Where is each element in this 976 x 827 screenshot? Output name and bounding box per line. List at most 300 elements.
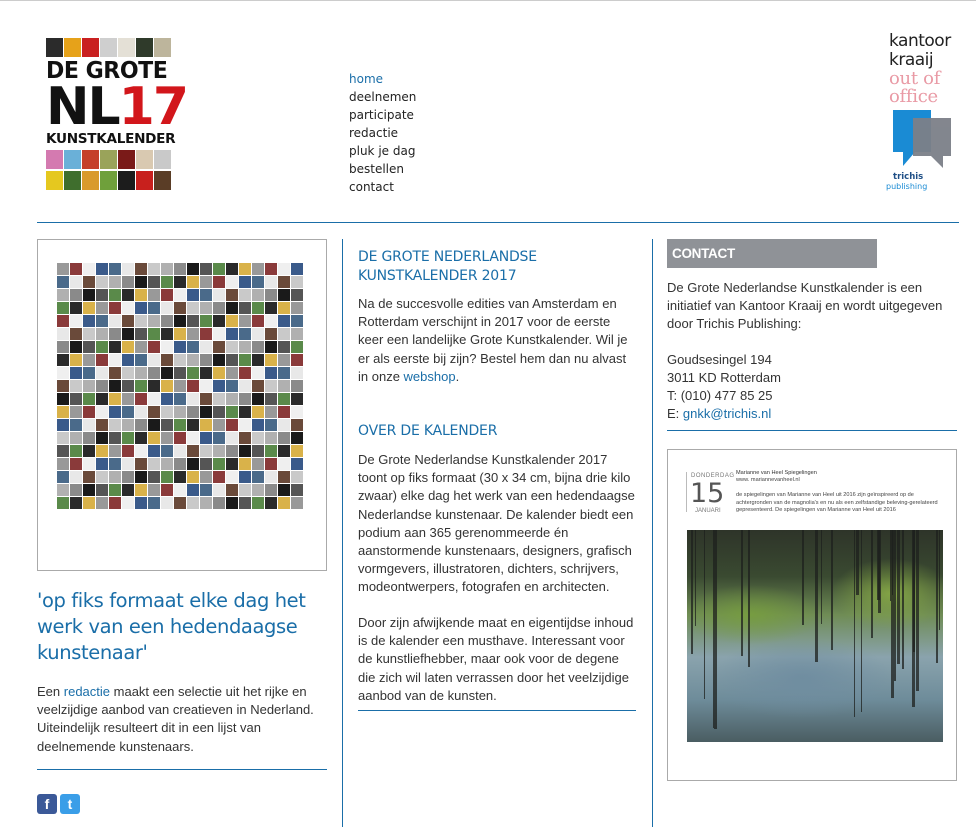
calendar-thumbnail <box>83 276 95 288</box>
calendar-thumbnail <box>265 458 277 470</box>
painting-stroke <box>936 530 938 663</box>
calendar-thumbnail <box>187 328 199 340</box>
calendar-thumbnail <box>239 328 251 340</box>
calendar-thumbnail <box>109 354 121 366</box>
calendar-thumbnail <box>226 367 238 379</box>
day-artist: Marianne van Heel Spiegelingen <box>736 470 817 476</box>
column-divider-left <box>342 239 343 827</box>
calendar-thumbnail <box>200 393 212 405</box>
calendar-thumbnail <box>174 445 186 457</box>
calendar-thumbnail <box>161 471 173 483</box>
calendar-thumbnail <box>213 432 225 444</box>
calendar-thumbnail <box>252 315 264 327</box>
calendar-thumbnail <box>135 315 147 327</box>
header-divider <box>37 222 959 223</box>
calendar-thumbnail <box>213 484 225 496</box>
calendar-thumbnail <box>135 432 147 444</box>
calendar-thumbnail <box>148 445 160 457</box>
redactie-link[interactable]: redactie <box>63 684 111 699</box>
calendar-thumbnail <box>57 263 69 275</box>
calendar-thumbnail <box>291 406 303 418</box>
calendar-thumbnail <box>96 458 108 470</box>
calendar-thumbnail <box>226 263 238 275</box>
calendar-thumbnail <box>213 367 225 379</box>
calendar-thumbnail <box>239 432 251 444</box>
email-link[interactable]: gnkk@trichis.nl <box>682 406 772 421</box>
painting-stroke <box>894 530 896 681</box>
calendar-thumbnail <box>57 406 69 418</box>
calendar-thumbnail <box>70 497 82 509</box>
calendar-thumbnail <box>135 458 147 470</box>
calendar-thumbnail <box>226 432 238 444</box>
calendar-thumbnail <box>135 445 147 457</box>
address-city: 3011 KD Rotterdam <box>667 370 781 385</box>
calendar-thumbnail <box>200 497 212 509</box>
nav-home[interactable]: home <box>349 72 384 86</box>
calendar-thumbnail <box>57 315 69 327</box>
calendar-thumbnail <box>70 263 82 275</box>
calendar-thumbnail <box>252 471 264 483</box>
calendar-thumbnail <box>265 315 277 327</box>
calendar-thumbnail <box>96 497 108 509</box>
calendar-thumbnail <box>70 406 82 418</box>
calendar-thumbnail <box>96 263 108 275</box>
calendar-thumbnail <box>252 432 264 444</box>
calendar-thumbnail <box>122 302 134 314</box>
calendar-thumbnail <box>187 341 199 353</box>
calendar-thumbnail <box>161 302 173 314</box>
calendar-thumbnail <box>213 419 225 431</box>
calendar-thumbnail <box>148 380 160 392</box>
calendar-thumbnail <box>239 354 251 366</box>
site-logo[interactable] <box>46 38 188 190</box>
calendar-thumbnail <box>57 289 69 301</box>
calendar-thumbnail <box>252 263 264 275</box>
calendar-thumbnail <box>213 263 225 275</box>
calendar-thumbnail <box>265 380 277 392</box>
calendar-thumbnail <box>278 380 290 392</box>
calendar-thumbnail <box>252 445 264 457</box>
calendar-thumbnail <box>291 445 303 457</box>
calendar-thumbnail <box>83 484 95 496</box>
tagline-quote: 'op fiks formaat elke dag het werk van een hedendaagse kunstenaar' <box>37 589 306 664</box>
calendar-thumbnail <box>213 497 225 509</box>
calendar-thumbnail <box>278 484 290 496</box>
calendar-thumbnail <box>187 393 199 405</box>
nav-contact[interactable]: contact <box>349 180 394 194</box>
calendar-thumbnail <box>122 458 134 470</box>
calendar-thumbnail <box>57 341 69 353</box>
calendar-thumbnail <box>148 354 160 366</box>
calendar-thumbnail <box>239 263 251 275</box>
calendar-thumbnail <box>148 458 160 470</box>
calendar-thumbnail <box>278 276 290 288</box>
calendar-thumbnail <box>265 302 277 314</box>
calendar-thumbnail <box>96 419 108 431</box>
painting-stroke <box>821 530 822 624</box>
calendar-thumbnail <box>265 471 277 483</box>
calendar-thumbnail <box>96 367 108 379</box>
calendar-thumbnail <box>226 276 238 288</box>
calendar-thumbnail <box>226 289 238 301</box>
calendar-thumbnail <box>174 263 186 275</box>
calendar-thumbnail <box>70 328 82 340</box>
artwork-painting <box>687 530 943 742</box>
calendar-thumbnail <box>291 263 303 275</box>
calendar-thumbnail <box>122 354 134 366</box>
calendar-thumbnail <box>57 302 69 314</box>
calendar-thumbnail <box>200 276 212 288</box>
calendar-thumbnail <box>239 302 251 314</box>
calendar-thumbnail <box>109 289 121 301</box>
calendar-thumbnail <box>148 432 160 444</box>
calendar-thumbnail <box>83 380 95 392</box>
calendar-thumbnail <box>109 484 121 496</box>
day-description <box>736 470 946 514</box>
calendar-thumbnail <box>291 289 303 301</box>
calendar-thumbnail <box>161 341 173 353</box>
calendar-thumbnail <box>135 393 147 405</box>
calendar-thumbnail <box>161 315 173 327</box>
contact-intro: De Grote Nederlandse Kunstkalender is een initiatief van Kantoor Kraaij en wordt uitgegeven door Trichis Publishing: <box>667 280 943 332</box>
calendar-thumbnail <box>213 315 225 327</box>
calendar-thumbnail <box>96 289 108 301</box>
painting-stroke <box>714 530 717 729</box>
painting-stroke <box>815 530 818 662</box>
calendar-thumbnail <box>200 471 212 483</box>
nav-deelnemen[interactable]: deelnemen <box>349 90 417 104</box>
calendar-thumbnail <box>278 367 290 379</box>
right-divider <box>667 430 957 431</box>
calendar-thumbnail <box>226 471 238 483</box>
calendar-thumbnail <box>161 419 173 431</box>
calendar-thumbnail <box>278 302 290 314</box>
partner-logo[interactable] <box>886 31 969 192</box>
calendar-thumbnail <box>161 393 173 405</box>
calendar-thumbnail <box>161 354 173 366</box>
calendar-thumbnail <box>200 367 212 379</box>
intro-paragraph: Na de succesvolle edities van Amsterdam en Rotterdam verschijnt in 2017 voor de eerste keer een landelijke Grote Kunstkalender. Wil je er als eerste bij zijn? Bestel hem dan nu alvast in onze webshop. <box>358 296 628 384</box>
calendar-thumbnail <box>109 445 121 457</box>
calendar-thumbnail <box>122 393 134 405</box>
calendar-thumbnail <box>200 263 212 275</box>
calendar-thumbnail <box>70 471 82 483</box>
contact-header: CONTACT <box>667 239 877 268</box>
calendar-thumbnail <box>109 302 121 314</box>
logo-line-kunstkalender: KUNSTKALENDER <box>46 131 176 147</box>
calendar-thumbnail <box>187 380 199 392</box>
calendar-thumbnail <box>278 406 290 418</box>
calendar-thumbnail <box>187 263 199 275</box>
calendar-thumbnail <box>148 263 160 275</box>
calendar-thumbnail <box>122 445 134 457</box>
day-weekday: DONDERDAG <box>691 473 735 479</box>
calendar-thumbnail <box>148 289 160 301</box>
calendar-thumbnail <box>239 380 251 392</box>
calendar-thumbnail <box>252 276 264 288</box>
calendar-thumbnail <box>213 289 225 301</box>
calendar-thumbnail <box>265 328 277 340</box>
calendar-thumbnail <box>70 432 82 444</box>
calendar-thumbnail <box>200 354 212 366</box>
calendar-thumbnail <box>265 393 277 405</box>
painting-stroke <box>892 530 893 595</box>
calendar-thumbnail <box>239 341 251 353</box>
day-month: JANUARI <box>695 508 721 514</box>
calendar-thumbnail <box>135 484 147 496</box>
nav-bestellen[interactable]: bestellen <box>349 162 404 176</box>
calendar-thumbnail <box>135 380 147 392</box>
calendar-thumbnail <box>239 276 251 288</box>
column-divider-right <box>652 239 653 827</box>
calendar-thumbnail <box>96 315 108 327</box>
calendar-thumbnail <box>226 315 238 327</box>
calendar-thumbnail <box>291 354 303 366</box>
calendar-thumbnail <box>226 419 238 431</box>
calendar-thumbnail <box>278 445 290 457</box>
calendar-thumbnail <box>291 328 303 340</box>
painting-stroke <box>890 530 891 601</box>
calendar-thumbnail <box>109 341 121 353</box>
partner-kantoor: kantoor <box>889 31 951 51</box>
calendar-thumbnail <box>252 393 264 405</box>
painting-stroke <box>916 530 919 691</box>
calendar-thumbnail <box>122 276 134 288</box>
calendar-thumbnail <box>161 380 173 392</box>
calendar-thumbnail <box>252 497 264 509</box>
calendar-thumbnail <box>83 458 95 470</box>
calendar-thumbnail <box>96 445 108 457</box>
calendar-thumbnail <box>122 341 134 353</box>
calendar-thumbnail <box>291 302 303 314</box>
calendar-thumbnail <box>213 380 225 392</box>
facebook-icon[interactable]: f <box>37 794 57 814</box>
calendar-thumbnail <box>226 497 238 509</box>
painting-stroke <box>878 530 881 613</box>
calendar-thumbnail <box>200 484 212 496</box>
calendar-thumbnail <box>187 276 199 288</box>
calendar-thumbnail <box>96 276 108 288</box>
calendar-thumbnail <box>278 393 290 405</box>
calendar-thumbnail <box>57 354 69 366</box>
painting-stroke <box>691 530 693 654</box>
nav-pluk-je-dag[interactable]: pluk je dag <box>349 144 416 158</box>
calendar-thumbnail <box>57 276 69 288</box>
calendar-thumbnail <box>122 484 134 496</box>
main-nav <box>349 70 416 196</box>
calendar-thumbnail <box>109 263 121 275</box>
calendar-thumbnail <box>161 276 173 288</box>
calendar-thumbnail <box>291 367 303 379</box>
calendar-thumbnail <box>291 458 303 470</box>
calendar-thumbnail <box>239 367 251 379</box>
social-links <box>37 794 80 814</box>
calendar-thumbnail <box>135 419 147 431</box>
calendar-thumbnail <box>278 341 290 353</box>
calendar-thumbnail <box>291 419 303 431</box>
calendar-thumbnail <box>148 341 160 353</box>
calendar-thumbnail <box>96 380 108 392</box>
calendar-thumbnail <box>83 445 95 457</box>
calendar-thumbnail <box>252 458 264 470</box>
calendar-thumbnail <box>291 484 303 496</box>
calendar-thumbnail <box>70 276 82 288</box>
calendar-thumbnail <box>174 367 186 379</box>
calendar-thumbnail <box>96 354 108 366</box>
calendar-thumbnail <box>226 458 238 470</box>
calendar-thumbnail <box>148 497 160 509</box>
calendar-thumbnail <box>83 289 95 301</box>
calendar-thumbnail <box>96 302 108 314</box>
calendar-thumbnail <box>278 315 290 327</box>
painting-stroke <box>902 530 904 669</box>
calendar-thumbnail <box>213 406 225 418</box>
calendar-thumbnail <box>213 445 225 457</box>
calendar-thumbnail <box>57 445 69 457</box>
calendar-thumbnail <box>213 341 225 353</box>
calendar-thumbnail <box>70 354 82 366</box>
calendar-thumbnail <box>265 341 277 353</box>
calendar-thumbnail <box>174 276 186 288</box>
day-number: 15 <box>690 478 725 509</box>
calendar-thumbnail <box>213 458 225 470</box>
calendar-thumbnail <box>135 367 147 379</box>
painting-stroke <box>854 530 855 717</box>
calendar-thumbnail-grid <box>57 263 307 509</box>
nav-participate[interactable]: participate <box>349 108 414 122</box>
calendar-thumbnail <box>70 367 82 379</box>
calendar-thumbnail <box>252 289 264 301</box>
calendar-thumbnail <box>135 471 147 483</box>
calendar-thumbnail <box>109 380 121 392</box>
calendar-thumbnail <box>213 302 225 314</box>
calendar-thumbnail <box>252 354 264 366</box>
calendar-thumbnail <box>265 497 277 509</box>
calendar-thumbnail <box>122 432 134 444</box>
calendar-thumbnail <box>135 406 147 418</box>
painting-stroke <box>713 530 714 728</box>
calendar-thumbnail <box>187 432 199 444</box>
calendar-thumbnail <box>135 354 147 366</box>
calendar-thumbnail <box>70 302 82 314</box>
calendar-thumbnail <box>174 497 186 509</box>
calendar-thumbnail <box>109 419 121 431</box>
painting-stroke <box>704 530 705 699</box>
calendar-thumbnail <box>148 367 160 379</box>
calendar-thumbnail <box>226 445 238 457</box>
calendar-thumbnail <box>252 302 264 314</box>
calendar-thumbnail <box>213 354 225 366</box>
calendar-thumbnail <box>135 276 147 288</box>
calendar-thumbnail <box>291 432 303 444</box>
calendar-thumbnail <box>278 458 290 470</box>
calendar-thumbnail <box>57 328 69 340</box>
calendar-thumbnail <box>200 302 212 314</box>
nav-redactie[interactable]: redactie <box>349 126 399 140</box>
calendar-thumbnail <box>239 315 251 327</box>
calendar-thumbnail <box>148 484 160 496</box>
twitter-icon[interactable]: t <box>60 794 80 814</box>
calendar-thumbnail <box>265 484 277 496</box>
calendar-thumbnail <box>83 497 95 509</box>
heading-over-de-kalender: OVER DE KALENDER <box>358 423 498 439</box>
address-street: Goudsesingel 194 <box>667 352 772 367</box>
calendar-thumbnail <box>291 471 303 483</box>
calendar-thumbnail <box>109 276 121 288</box>
painting-stroke <box>861 530 862 712</box>
calendar-thumbnail <box>239 406 251 418</box>
calendar-thumbnail <box>122 471 134 483</box>
calendar-thumbnail <box>187 497 199 509</box>
redactie-paragraph: Een redactie maakt een selectie uit het rijke en veelzijdige aanbod van creatieven in Nederland. Uiteindelijk resulteert dit in een lijst van deelnemende kunstenaars. <box>37 684 314 754</box>
calendar-thumbnail <box>83 419 95 431</box>
calendar-day-preview[interactable] <box>667 449 957 781</box>
calendar-thumbnail <box>174 432 186 444</box>
left-divider <box>37 769 327 770</box>
calendar-thumbnail <box>252 328 264 340</box>
calendar-thumbnail <box>57 419 69 431</box>
calendar-thumbnail <box>122 328 134 340</box>
calendar-thumbnail <box>200 432 212 444</box>
calendar-thumbnail <box>109 432 121 444</box>
calendar-thumbnail <box>161 289 173 301</box>
calendar-thumbnail <box>265 445 277 457</box>
calendar-thumbnail <box>278 354 290 366</box>
calendar-thumbnail <box>109 497 121 509</box>
calendar-preview-image[interactable] <box>37 239 327 571</box>
calendar-thumbnail <box>135 302 147 314</box>
calendar-thumbnail <box>187 445 199 457</box>
painting-stroke <box>897 530 900 664</box>
calendar-thumbnail <box>148 328 160 340</box>
calendar-thumbnail <box>83 367 95 379</box>
calendar-thumbnail <box>265 263 277 275</box>
calendar-thumbnail <box>109 458 121 470</box>
calendar-thumbnail <box>122 497 134 509</box>
calendar-thumbnail <box>265 289 277 301</box>
calendar-thumbnail <box>57 484 69 496</box>
calendar-thumbnail <box>252 406 264 418</box>
calendar-thumbnail <box>226 380 238 392</box>
calendar-thumbnail <box>187 406 199 418</box>
logo-tiles-bottom <box>46 171 178 190</box>
logo-tiles-top <box>46 38 178 57</box>
calendar-thumbnail <box>96 393 108 405</box>
calendar-thumbnail <box>265 406 277 418</box>
calendar-thumbnail <box>83 393 95 405</box>
partner-kraaij: kraaij <box>889 50 934 70</box>
calendar-thumbnail <box>226 341 238 353</box>
calendar-thumbnail <box>122 367 134 379</box>
speech-bubbles-icon <box>893 110 963 172</box>
webshop-link[interactable]: webshop <box>403 368 456 384</box>
calendar-thumbnail <box>200 380 212 392</box>
painting-stroke <box>748 530 750 667</box>
calendar-thumbnail <box>226 354 238 366</box>
calendar-thumbnail <box>200 419 212 431</box>
calendar-thumbnail <box>200 289 212 301</box>
calendar-thumbnail <box>174 419 186 431</box>
calendar-thumbnail <box>174 484 186 496</box>
calendar-thumbnail <box>174 380 186 392</box>
calendar-thumbnail <box>109 393 121 405</box>
painting-stroke <box>802 530 804 625</box>
calendar-thumbnail <box>291 341 303 353</box>
calendar-thumbnail <box>148 471 160 483</box>
calendar-thumbnail <box>226 302 238 314</box>
calendar-thumbnail <box>135 328 147 340</box>
painting-stroke <box>695 530 696 626</box>
